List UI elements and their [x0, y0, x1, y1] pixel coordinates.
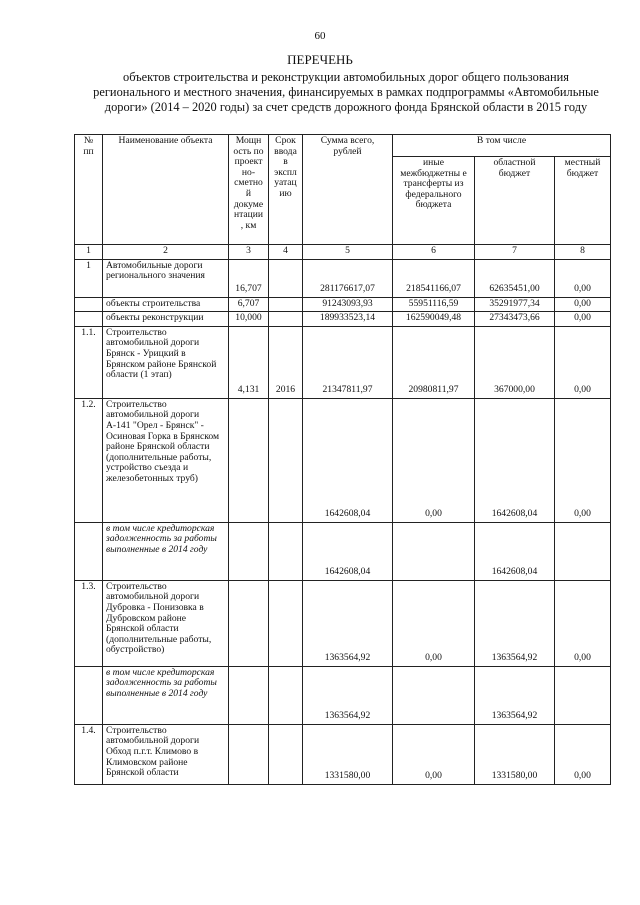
row-name: Строительство автомобильной дороги Обход п.г.т. Климово в Климовском районе Брянской области [103, 724, 229, 784]
row-regional: 1642608,04 [475, 522, 555, 580]
row-transfers: 162590049,48 [393, 312, 475, 327]
row-sum: 21347811,97 [303, 326, 393, 398]
row-sum: 1642608,04 [303, 398, 393, 522]
row-term: 2016 [269, 326, 303, 398]
row-regional: 1331580,00 [475, 724, 555, 784]
row-regional: 35291977,34 [475, 297, 555, 312]
header-sum: Сумма всего, рублей [303, 135, 393, 245]
row-regional: 62635451,00 [475, 259, 555, 297]
table-row [75, 398, 611, 522]
table-row [75, 312, 611, 327]
document-title: ПЕРЕЧЕНЬ [287, 52, 353, 67]
row-term [269, 259, 303, 297]
row-power [229, 666, 269, 724]
row-power: 6,707 [229, 297, 269, 312]
row-transfers: 0,00 [393, 724, 475, 784]
row-sum: 189933523,14 [303, 312, 393, 327]
row-transfers [393, 666, 475, 724]
row-name: Автомобильные дороги регионального значения [103, 259, 229, 297]
header-regional: областной бюджет [475, 157, 555, 245]
col-number: 8 [555, 245, 611, 260]
row-local: 0,00 [555, 398, 611, 522]
row-term [269, 724, 303, 784]
row-power [229, 724, 269, 784]
row-num: 1.3. [75, 580, 103, 666]
col-number: 5 [303, 245, 393, 260]
header-num: № пп [75, 135, 103, 245]
row-power: 16,707 [229, 259, 269, 297]
row-name: Строительство автомобильной дороги Дубровка - Понизовка в Дубровском районе Брянской области (дополнительные работы, обустройство) [103, 580, 229, 666]
row-num: 1.4. [75, 724, 103, 784]
row-transfers: 218541166,07 [393, 259, 475, 297]
row-num [75, 522, 103, 580]
row-power [229, 580, 269, 666]
row-term [269, 312, 303, 327]
row-sum: 281176617,07 [303, 259, 393, 297]
table-row [75, 724, 611, 784]
header-power: Мощн ость по проект но- сметно й докуме нтации , км [229, 135, 269, 245]
row-name: в том числе кредиторская задолженность за работы выполненные в 2014 году [103, 666, 229, 724]
row-local: 0,00 [555, 312, 611, 327]
row-term [269, 666, 303, 724]
header-row-top [75, 135, 611, 157]
row-transfers: 0,00 [393, 580, 475, 666]
column-number-row [75, 245, 611, 260]
row-power: 10,000 [229, 312, 269, 327]
document-subtitle: объектов строительства и реконструкции автомобильных дорог общего пользования регионального и местного значения, финансируемых в рамках подпрограммы «Автомобильные дороги» (2014 – 2020 годы) за счет средств дорожного фонда Брянской области в 2015 году [93, 70, 599, 114]
row-num: 1.2. [75, 398, 103, 522]
row-sum: 1363564,92 [303, 580, 393, 666]
row-power [229, 398, 269, 522]
row-sum: 91243093,93 [303, 297, 393, 312]
page-number: 60 [314, 30, 326, 42]
row-regional: 1642608,04 [475, 398, 555, 522]
row-sum: 1363564,92 [303, 666, 393, 724]
header-term: Срок ввода в экспл уатац ию [269, 135, 303, 245]
row-regional: 367000,00 [475, 326, 555, 398]
row-regional: 27343473,66 [475, 312, 555, 327]
col-number: 1 [75, 245, 103, 260]
row-transfers: 0,00 [393, 398, 475, 522]
header-transfers: иные межбюджетны е трансферты из федерального бюджета [393, 157, 475, 245]
table-row [75, 326, 611, 398]
col-number: 3 [229, 245, 269, 260]
col-number: 2 [103, 245, 229, 260]
row-local: 0,00 [555, 326, 611, 398]
row-local [555, 666, 611, 724]
row-transfers: 55951116,59 [393, 297, 475, 312]
table-row [75, 297, 611, 312]
row-term [269, 522, 303, 580]
row-transfers [393, 522, 475, 580]
row-num [75, 312, 103, 327]
row-transfers: 20980811,97 [393, 326, 475, 398]
col-number: 4 [269, 245, 303, 260]
col-number: 7 [475, 245, 555, 260]
row-regional: 1363564,92 [475, 580, 555, 666]
row-name: объекты строительства [103, 297, 229, 312]
table-row [75, 666, 611, 724]
header-incl: В том числе [393, 135, 611, 157]
row-sum: 1642608,04 [303, 522, 393, 580]
row-local: 0,00 [555, 580, 611, 666]
header-name: Наименование объекта [103, 135, 229, 245]
row-term [269, 297, 303, 312]
row-local: 0,00 [555, 724, 611, 784]
row-power: 4,131 [229, 326, 269, 398]
row-term [269, 398, 303, 522]
row-name: Строительство автомобильной дороги Брянск - Урицкий в Брянском районе Брянской области (1 этап) [103, 326, 229, 398]
row-local: 0,00 [555, 259, 611, 297]
col-number: 6 [393, 245, 475, 260]
row-local [555, 522, 611, 580]
header-local: местный бюджет [555, 157, 611, 245]
row-num: 1.1. [75, 326, 103, 398]
row-name: Строительство автомобильной дороги А-141 "Орел - Брянск" - Осиновая Горка в Брянском районе Брянской области (дополнительные работы, устройство съезда и железобетонных труб) [103, 398, 229, 522]
row-num [75, 666, 103, 724]
row-term [269, 580, 303, 666]
objects-table [74, 134, 611, 785]
row-num [75, 297, 103, 312]
row-name: объекты реконструкции [103, 312, 229, 327]
table-row [75, 259, 611, 297]
row-sum: 1331580,00 [303, 724, 393, 784]
row-power [229, 522, 269, 580]
table-row [75, 580, 611, 666]
row-name: в том числе кредиторская задолженность за работы выполненные в 2014 году [103, 522, 229, 580]
row-num: 1 [75, 259, 103, 297]
row-regional: 1363564,92 [475, 666, 555, 724]
row-local: 0,00 [555, 297, 611, 312]
table-row [75, 522, 611, 580]
